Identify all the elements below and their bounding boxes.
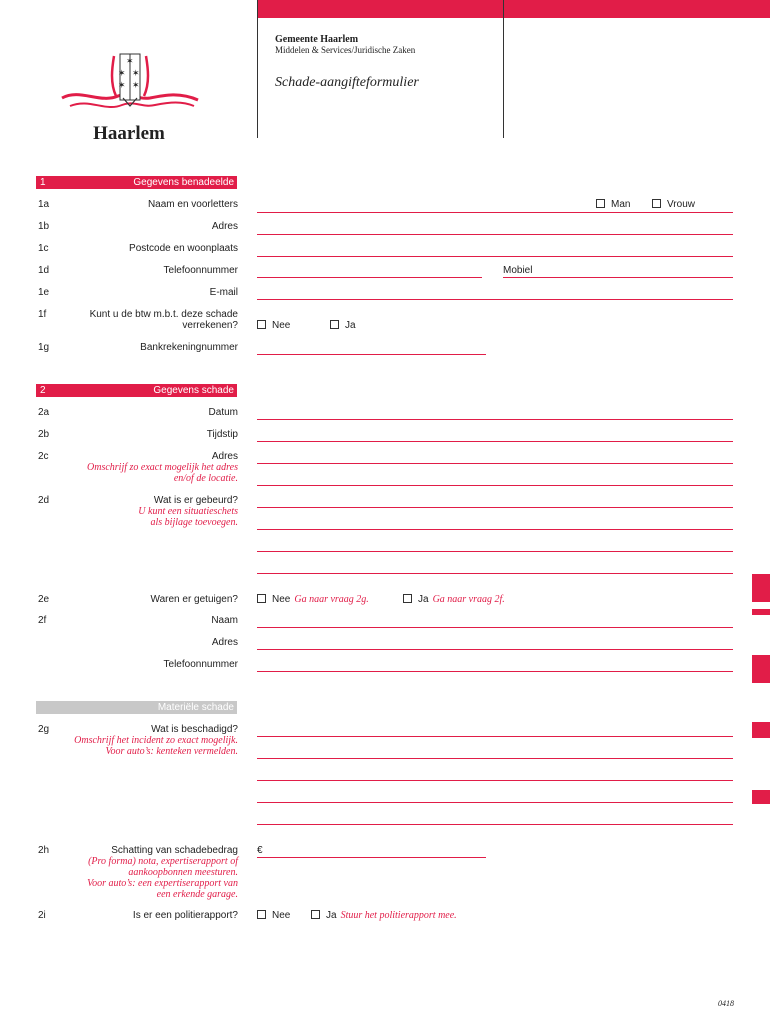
answer-line-damage[interactable] [257, 758, 733, 759]
question-label: Adres [211, 637, 238, 648]
question-label: Is er een politierapport? [132, 910, 238, 921]
section-number: 1 [40, 177, 46, 188]
question-note: U kunt een situatieschets [138, 506, 238, 517]
answer-line-witness-name[interactable] [257, 627, 733, 628]
svg-text:✶: ✶ [132, 81, 140, 91]
question-number: 1g [38, 342, 50, 353]
question-note: als bijlage toevoegen. [150, 517, 238, 528]
question-number: 2g [38, 724, 50, 735]
margin-tab [752, 574, 770, 602]
question-label: Postcode en woonplaats [129, 243, 238, 254]
answer-line-amount[interactable] [257, 857, 486, 858]
euro-sign: € [257, 845, 263, 856]
section-2-header [36, 384, 237, 397]
answer-line-damage[interactable] [257, 780, 733, 781]
checkbox-icon[interactable] [257, 594, 266, 603]
question-label: Schatting van schadebedrag [111, 845, 238, 856]
question-note: een erkende garage. [156, 889, 238, 900]
question-number: 1f [38, 309, 47, 320]
question-number: 2b [38, 429, 50, 440]
question-label: Kunt u de btw m.b.t. deze schade [89, 309, 238, 320]
question-note: Omschrijf zo exact mogelijk het adres [87, 462, 238, 473]
answer-line-location[interactable] [257, 485, 733, 486]
section-title: Materiële schade [157, 702, 234, 713]
section-title: Gegevens schade [153, 385, 234, 396]
btw-nee-option[interactable]: Nee [257, 320, 290, 331]
gender-man-option[interactable]: Man [596, 199, 630, 210]
witness-nee-option[interactable]: Nee Ga naar vraag 2g. [257, 594, 369, 605]
answer-line-description[interactable] [257, 551, 733, 552]
question-note: Voor auto’s: een expertiserapport van [87, 878, 238, 889]
question-label: Telefoonnummer [163, 265, 238, 276]
organization-name: Gemeente Haarlem [275, 34, 359, 45]
question-number: 2f [38, 615, 47, 626]
question-number: 2c [38, 451, 49, 462]
question-number: 1a [38, 199, 50, 210]
question-label: Bankrekeningnummer [140, 342, 238, 353]
question-note: Omschrijf het incident zo exact mogelijk. [74, 735, 238, 746]
question-label: E-mail [209, 287, 238, 298]
margin-tab [752, 790, 770, 804]
question-label: Tijdstip [206, 429, 238, 440]
answer-line-damage[interactable] [257, 824, 733, 825]
answer-line-description[interactable] [257, 529, 733, 530]
question-label-cont: verrekenen? [182, 320, 238, 331]
answer-line-bank[interactable] [257, 354, 486, 355]
police-nee-option[interactable]: Nee [257, 910, 290, 921]
question-label: Waren er getuigen? [150, 594, 238, 605]
checkbox-icon[interactable] [311, 910, 320, 919]
question-label: Adres [211, 451, 238, 462]
answer-line-time[interactable] [257, 441, 733, 442]
question-label: Telefoonnummer [163, 659, 238, 670]
question-number: 2a [38, 407, 50, 418]
answer-line-location[interactable] [257, 463, 733, 464]
checkbox-icon[interactable] [257, 320, 266, 329]
section-title: Gegevens benadeelde [133, 177, 234, 188]
material-damage-header [36, 701, 237, 714]
header-divider-right [503, 0, 504, 138]
checkbox-icon[interactable] [596, 199, 605, 208]
haarlem-logo-icon [60, 48, 200, 120]
question-number: 1e [38, 287, 50, 298]
svg-text:✶: ✶ [126, 57, 134, 67]
question-number: 2i [38, 910, 46, 921]
answer-line-witness-phone[interactable] [257, 671, 733, 672]
logo-wordmark: Haarlem [93, 123, 165, 144]
question-label: Naam [211, 615, 238, 626]
question-label: Adres [211, 221, 238, 232]
section-number: 2 [40, 385, 46, 396]
question-number: 2h [38, 845, 50, 856]
police-ja-option[interactable]: Ja Stuur het politierapport mee. [311, 910, 457, 921]
svg-text:✶: ✶ [118, 81, 126, 91]
question-label: Wat is beschadigd? [151, 724, 238, 735]
question-note: aankoopbonnen meesturen. [128, 867, 238, 878]
gender-vrouw-option[interactable]: Vrouw [652, 199, 695, 210]
question-label: Wat is er gebeurd? [153, 495, 238, 506]
question-label: Datum [208, 407, 238, 418]
btw-ja-option[interactable]: Ja [330, 320, 356, 331]
section-1-header [36, 176, 237, 189]
svg-text:✶: ✶ [132, 69, 140, 79]
question-number: 2d [38, 495, 50, 506]
question-number: 2e [38, 594, 50, 605]
witness-ja-option[interactable]: Ja Ga naar vraag 2f. [403, 594, 505, 605]
header-divider-left [257, 0, 258, 138]
margin-tab [752, 722, 770, 738]
answer-line-witness-address[interactable] [257, 649, 733, 650]
checkbox-icon[interactable] [330, 320, 339, 329]
form-title: Schade-aangifteformulier [275, 75, 419, 90]
question-number: 1c [38, 243, 49, 254]
form-code: 0418 [718, 999, 734, 1008]
answer-line-damage[interactable] [257, 736, 733, 737]
answer-line-description[interactable] [257, 507, 733, 508]
checkbox-icon[interactable] [403, 594, 412, 603]
top-accent-bar [257, 0, 770, 18]
question-number: 1b [38, 221, 50, 232]
answer-line-mobile[interactable] [503, 277, 733, 278]
margin-tab [752, 609, 770, 615]
answer-line-name[interactable] [257, 212, 733, 213]
question-label: Naam en voorletters [147, 199, 238, 210]
answer-line-address[interactable] [257, 234, 733, 235]
checkbox-icon[interactable] [652, 199, 661, 208]
svg-text:✶: ✶ [118, 69, 126, 79]
margin-tab [752, 655, 770, 683]
mobile-label: Mobiel [503, 265, 533, 276]
question-note: en/of de locatie. [173, 473, 238, 484]
answer-line-email[interactable] [257, 299, 733, 300]
checkbox-icon[interactable] [257, 910, 266, 919]
answer-line-postcode[interactable] [257, 256, 733, 257]
answer-line-date[interactable] [257, 419, 733, 420]
question-note: Voor auto’s: kenteken vermelden. [105, 746, 238, 757]
answer-line-damage[interactable] [257, 802, 733, 803]
answer-line-phone[interactable] [257, 277, 482, 278]
department-name: Middelen & Services/Juridische Zaken [275, 45, 416, 55]
answer-line-description[interactable] [257, 573, 733, 574]
question-number: 1d [38, 265, 50, 276]
question-note: (Pro forma) nota, expertiserapport of [88, 856, 238, 867]
